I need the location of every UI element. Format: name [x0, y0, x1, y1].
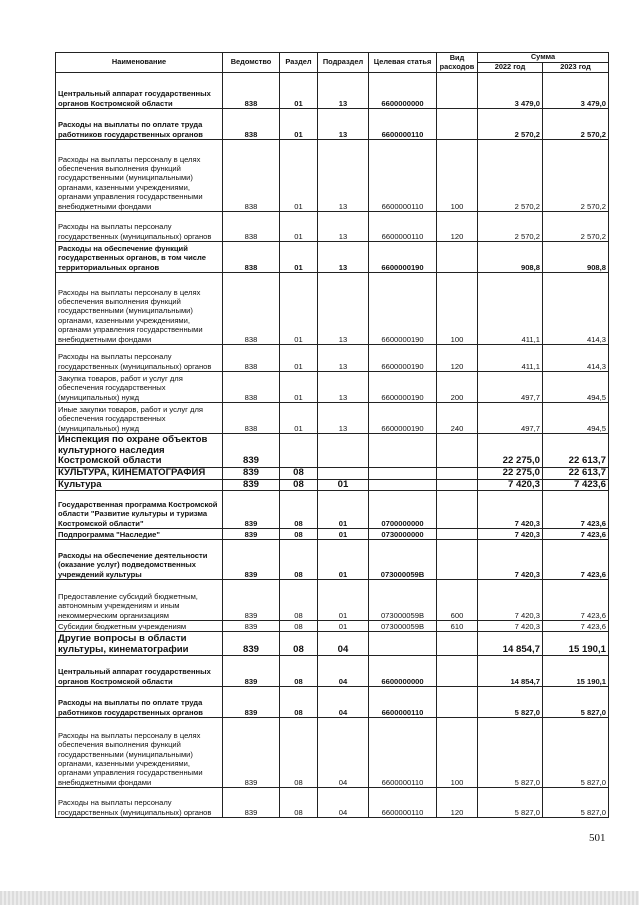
cell-dept: 838 — [223, 140, 280, 212]
cell-section: 08 — [280, 632, 318, 656]
cell-kind: 100 — [437, 140, 478, 212]
table-row — [56, 372, 609, 403]
cell-sum-2022: 7 420,3 — [478, 491, 543, 529]
table-row — [56, 212, 609, 242]
header-dept: Ведомство — [223, 53, 280, 73]
cell-sum-2023: 7 423,6 — [543, 580, 609, 621]
table-row — [56, 345, 609, 372]
cell-section: 01 — [280, 73, 318, 109]
cell-name: КУЛЬТУРА, КИНЕМАТОГРАФИЯ — [56, 468, 223, 480]
table-row — [56, 109, 609, 140]
cell-sum-2022: 7 420,3 — [478, 479, 543, 491]
cell-kind — [437, 491, 478, 529]
cell-dept: 839 — [223, 718, 280, 788]
cell-dept: 839 — [223, 540, 280, 580]
cell-target: 6600000190 — [369, 345, 437, 372]
cell-sum-2022: 3 479,0 — [478, 73, 543, 109]
cell-dept: 838 — [223, 212, 280, 242]
cell-target: 6600000190 — [369, 242, 437, 273]
cell-kind: 200 — [437, 372, 478, 403]
cell-dept: 839 — [223, 434, 280, 468]
cell-kind — [437, 468, 478, 480]
cell-dept: 839 — [223, 529, 280, 540]
cell-sum-2022: 5 827,0 — [478, 788, 543, 818]
cell-sum-2023: 5 827,0 — [543, 718, 609, 788]
cell-sum-2023: 15 190,1 — [543, 632, 609, 656]
cell-sum-2023: 22 613,7 — [543, 468, 609, 480]
header-year-2023: 2023 год — [543, 63, 609, 73]
cell-subsection: 01 — [318, 580, 369, 621]
header-name: Наименование — [56, 53, 223, 73]
cell-section: 08 — [280, 540, 318, 580]
cell-dept: 838 — [223, 372, 280, 403]
cell-sum-2023: 5 827,0 — [543, 687, 609, 718]
cell-kind — [437, 687, 478, 718]
cell-target: 0730000000 — [369, 529, 437, 540]
table-row — [56, 656, 609, 687]
cell-name: Расходы на выплаты персоналу государственных (муниципальных) органов — [56, 212, 223, 242]
cell-subsection: 13 — [318, 212, 369, 242]
cell-section: 01 — [280, 345, 318, 372]
cell-subsection — [318, 468, 369, 480]
cell-sum-2022: 411,1 — [478, 345, 543, 372]
cell-dept: 838 — [223, 242, 280, 273]
cell-sum-2022: 7 420,3 — [478, 529, 543, 540]
cell-dept: 839 — [223, 479, 280, 491]
cell-sum-2022: 5 827,0 — [478, 718, 543, 788]
cell-target: 6600000110 — [369, 109, 437, 140]
cell-dept: 839 — [223, 580, 280, 621]
cell-section: 01 — [280, 212, 318, 242]
cell-kind: 120 — [437, 212, 478, 242]
cell-subsection: 04 — [318, 687, 369, 718]
cell-dept: 839 — [223, 632, 280, 656]
cell-name: Расходы на выплаты по оплате труда работников государственных органов — [56, 687, 223, 718]
cell-target: 073000059В — [369, 540, 437, 580]
cell-sum-2022: 2 570,2 — [478, 140, 543, 212]
cell-dept: 838 — [223, 403, 280, 434]
cell-sum-2023: 2 570,2 — [543, 109, 609, 140]
table-row — [56, 273, 609, 345]
header-sum: Сумма — [478, 53, 609, 63]
cell-sum-2023: 908,8 — [543, 242, 609, 273]
cell-name: Расходы на выплаты персоналу государственных (муниципальных) органов — [56, 345, 223, 372]
cell-subsection: 13 — [318, 403, 369, 434]
cell-subsection: 13 — [318, 345, 369, 372]
cell-dept: 839 — [223, 491, 280, 529]
cell-section: 01 — [280, 140, 318, 212]
cell-name: Закупка товаров, работ и услуг для обеспечения государственных (муниципальных) нужд — [56, 372, 223, 403]
cell-section: 01 — [280, 372, 318, 403]
cell-kind — [437, 242, 478, 273]
cell-subsection: 04 — [318, 788, 369, 818]
cell-sum-2023: 15 190,1 — [543, 656, 609, 687]
cell-target: 6600000000 — [369, 73, 437, 109]
cell-kind — [437, 529, 478, 540]
table-row — [56, 434, 609, 468]
cell-dept: 838 — [223, 345, 280, 372]
header-target: Целевая статья — [369, 53, 437, 73]
cell-sum-2022: 7 420,3 — [478, 540, 543, 580]
cell-sum-2023: 494,5 — [543, 372, 609, 403]
cell-section: 08 — [280, 621, 318, 632]
cell-dept: 839 — [223, 687, 280, 718]
cell-subsection: 04 — [318, 656, 369, 687]
budget-table — [55, 52, 609, 818]
cell-section: 08 — [280, 687, 318, 718]
cell-name: Расходы на выплаты персоналу в целях обеспечения выполнения функций государственными (муниципальными) органами, казенными учреждениями, органами управления государственными внебюджетными фондами — [56, 273, 223, 345]
table-row — [56, 632, 609, 656]
cell-sum-2022: 2 570,2 — [478, 212, 543, 242]
cell-target: 073000059В — [369, 580, 437, 621]
table-row — [56, 479, 609, 491]
cell-target: 6600000110 — [369, 212, 437, 242]
cell-sum-2023: 7 423,6 — [543, 479, 609, 491]
cell-target: 6600000110 — [369, 718, 437, 788]
cell-sum-2022: 7 420,3 — [478, 580, 543, 621]
cell-sum-2022: 14 854,7 — [478, 632, 543, 656]
header-section: Раздел — [280, 53, 318, 73]
page-number: 501 — [589, 832, 606, 844]
cell-name: Субсидии бюджетным учреждениям — [56, 621, 223, 632]
cell-section: 08 — [280, 718, 318, 788]
table-row — [56, 73, 609, 109]
cell-target: 6600000190 — [369, 403, 437, 434]
cell-name: Расходы на выплаты персоналу государственных (муниципальных) органов — [56, 788, 223, 818]
cell-target: 0700000000 — [369, 491, 437, 529]
cell-sum-2023: 7 423,6 — [543, 621, 609, 632]
cell-dept: 838 — [223, 109, 280, 140]
cell-kind — [437, 434, 478, 468]
cell-target: 073000059В — [369, 621, 437, 632]
table-row — [56, 788, 609, 818]
table-row — [56, 140, 609, 212]
cell-target — [369, 468, 437, 480]
cell-section: 08 — [280, 468, 318, 480]
cell-section — [280, 434, 318, 468]
cell-target: 6600000110 — [369, 140, 437, 212]
cell-sum-2023: 414,3 — [543, 273, 609, 345]
cell-sum-2022: 908,8 — [478, 242, 543, 273]
cell-target: 6600000110 — [369, 788, 437, 818]
header-subsection: Подраздел — [318, 53, 369, 73]
cell-target — [369, 632, 437, 656]
cell-sum-2022: 497,7 — [478, 372, 543, 403]
cell-name: Подпрограмма "Наследие" — [56, 529, 223, 540]
cell-sum-2023: 494,5 — [543, 403, 609, 434]
table-row — [56, 687, 609, 718]
cell-sum-2022: 22 275,0 — [478, 468, 543, 480]
cell-name: Другие вопросы в области культуры, кинематографии — [56, 632, 223, 656]
header-year-2022: 2022 год — [478, 63, 543, 73]
cell-sum-2023: 7 423,6 — [543, 529, 609, 540]
cell-target — [369, 434, 437, 468]
cell-section: 01 — [280, 242, 318, 273]
cell-kind — [437, 656, 478, 687]
cell-subsection: 04 — [318, 632, 369, 656]
table-row — [56, 468, 609, 480]
cell-kind: 610 — [437, 621, 478, 632]
cell-section: 08 — [280, 656, 318, 687]
cell-sum-2022: 2 570,2 — [478, 109, 543, 140]
table-row — [56, 529, 609, 540]
cell-name: Расходы на обеспечение деятельности (оказание услуг) подведомственных учреждений культуры — [56, 540, 223, 580]
cell-sum-2023: 2 570,2 — [543, 212, 609, 242]
cell-section: 08 — [280, 479, 318, 491]
cell-section: 08 — [280, 580, 318, 621]
table-row — [56, 242, 609, 273]
cell-target: 6600000110 — [369, 687, 437, 718]
budget-table-body — [56, 73, 609, 818]
table-row — [56, 718, 609, 788]
cell-dept: 839 — [223, 656, 280, 687]
cell-section: 08 — [280, 788, 318, 818]
cell-kind: 120 — [437, 788, 478, 818]
cell-name: Инспекция по охране объектов культурного наследия Костромской области — [56, 434, 223, 468]
cell-sum-2022: 411,1 — [478, 273, 543, 345]
cell-section: 08 — [280, 491, 318, 529]
cell-subsection: 13 — [318, 273, 369, 345]
cell-kind — [437, 540, 478, 580]
cell-kind — [437, 109, 478, 140]
cell-name: Иные закупки товаров, работ и услуг для обеспечения государственных (муниципальных) нужд — [56, 403, 223, 434]
cell-sum-2022: 7 420,3 — [478, 621, 543, 632]
cell-name: Центральный аппарат государственных органов Костромской области — [56, 73, 223, 109]
cell-target — [369, 479, 437, 491]
cell-dept: 839 — [223, 788, 280, 818]
cell-sum-2022: 14 854,7 — [478, 656, 543, 687]
cell-subsection — [318, 434, 369, 468]
cell-subsection: 04 — [318, 718, 369, 788]
cell-name: Расходы на обеспечение функций государственных органов, в том числе территориальных органов — [56, 242, 223, 273]
cell-target: 6600000000 — [369, 656, 437, 687]
cell-name: Культура — [56, 479, 223, 491]
cell-subsection: 01 — [318, 479, 369, 491]
cell-name: Расходы на выплаты персоналу в целях обеспечения выполнения функций государственными (муниципальными) органами, казенными учреждениями, органами управления государственными внебюджетными фондами — [56, 140, 223, 212]
cell-kind — [437, 73, 478, 109]
cell-target: 6600000190 — [369, 372, 437, 403]
cell-kind: 240 — [437, 403, 478, 434]
cell-dept: 839 — [223, 621, 280, 632]
cell-sum-2022: 5 827,0 — [478, 687, 543, 718]
cell-subsection: 01 — [318, 540, 369, 580]
header-kind: Вид расходов — [437, 53, 478, 73]
cell-section: 01 — [280, 273, 318, 345]
cell-sum-2022: 22 275,0 — [478, 434, 543, 468]
cell-dept: 838 — [223, 73, 280, 109]
cell-name: Центральный аппарат государственных органов Костромской области — [56, 656, 223, 687]
cell-kind — [437, 479, 478, 491]
cell-section: 01 — [280, 403, 318, 434]
cell-target: 6600000190 — [369, 273, 437, 345]
scan-edge — [0, 891, 639, 905]
cell-kind: 100 — [437, 273, 478, 345]
cell-sum-2022: 497,7 — [478, 403, 543, 434]
cell-subsection: 01 — [318, 529, 369, 540]
cell-sum-2023: 5 827,0 — [543, 788, 609, 818]
cell-kind: 600 — [437, 580, 478, 621]
cell-sum-2023: 2 570,2 — [543, 140, 609, 212]
cell-dept: 839 — [223, 468, 280, 480]
cell-section: 08 — [280, 529, 318, 540]
cell-section: 01 — [280, 109, 318, 140]
cell-name: Государственная программа Костромской области "Развитие культуры и туризма Костромской области" — [56, 491, 223, 529]
cell-sum-2023: 7 423,6 — [543, 491, 609, 529]
cell-dept: 838 — [223, 273, 280, 345]
table-row — [56, 580, 609, 621]
cell-sum-2023: 3 479,0 — [543, 73, 609, 109]
cell-subsection: 01 — [318, 491, 369, 529]
cell-subsection: 13 — [318, 140, 369, 212]
cell-subsection: 13 — [318, 73, 369, 109]
cell-name: Расходы на выплаты по оплате труда работников государственных органов — [56, 109, 223, 140]
table-row — [56, 540, 609, 580]
table-row — [56, 491, 609, 529]
cell-subsection: 13 — [318, 242, 369, 273]
cell-subsection: 13 — [318, 109, 369, 140]
cell-subsection: 01 — [318, 621, 369, 632]
cell-sum-2023: 414,3 — [543, 345, 609, 372]
cell-name: Предоставление субсидий бюджетным, автономным учреждениям и иным некоммерческим организациям — [56, 580, 223, 621]
cell-sum-2023: 22 613,7 — [543, 434, 609, 468]
cell-subsection: 13 — [318, 372, 369, 403]
cell-sum-2023: 7 423,6 — [543, 540, 609, 580]
cell-name: Расходы на выплаты персоналу в целях обеспечения выполнения функций государственными (муниципальными) органами, казенными учреждениями, органами управления государственными внебюджетными фондами — [56, 718, 223, 788]
table-row — [56, 403, 609, 434]
cell-kind: 120 — [437, 345, 478, 372]
table-row — [56, 621, 609, 632]
cell-kind: 100 — [437, 718, 478, 788]
cell-kind — [437, 632, 478, 656]
